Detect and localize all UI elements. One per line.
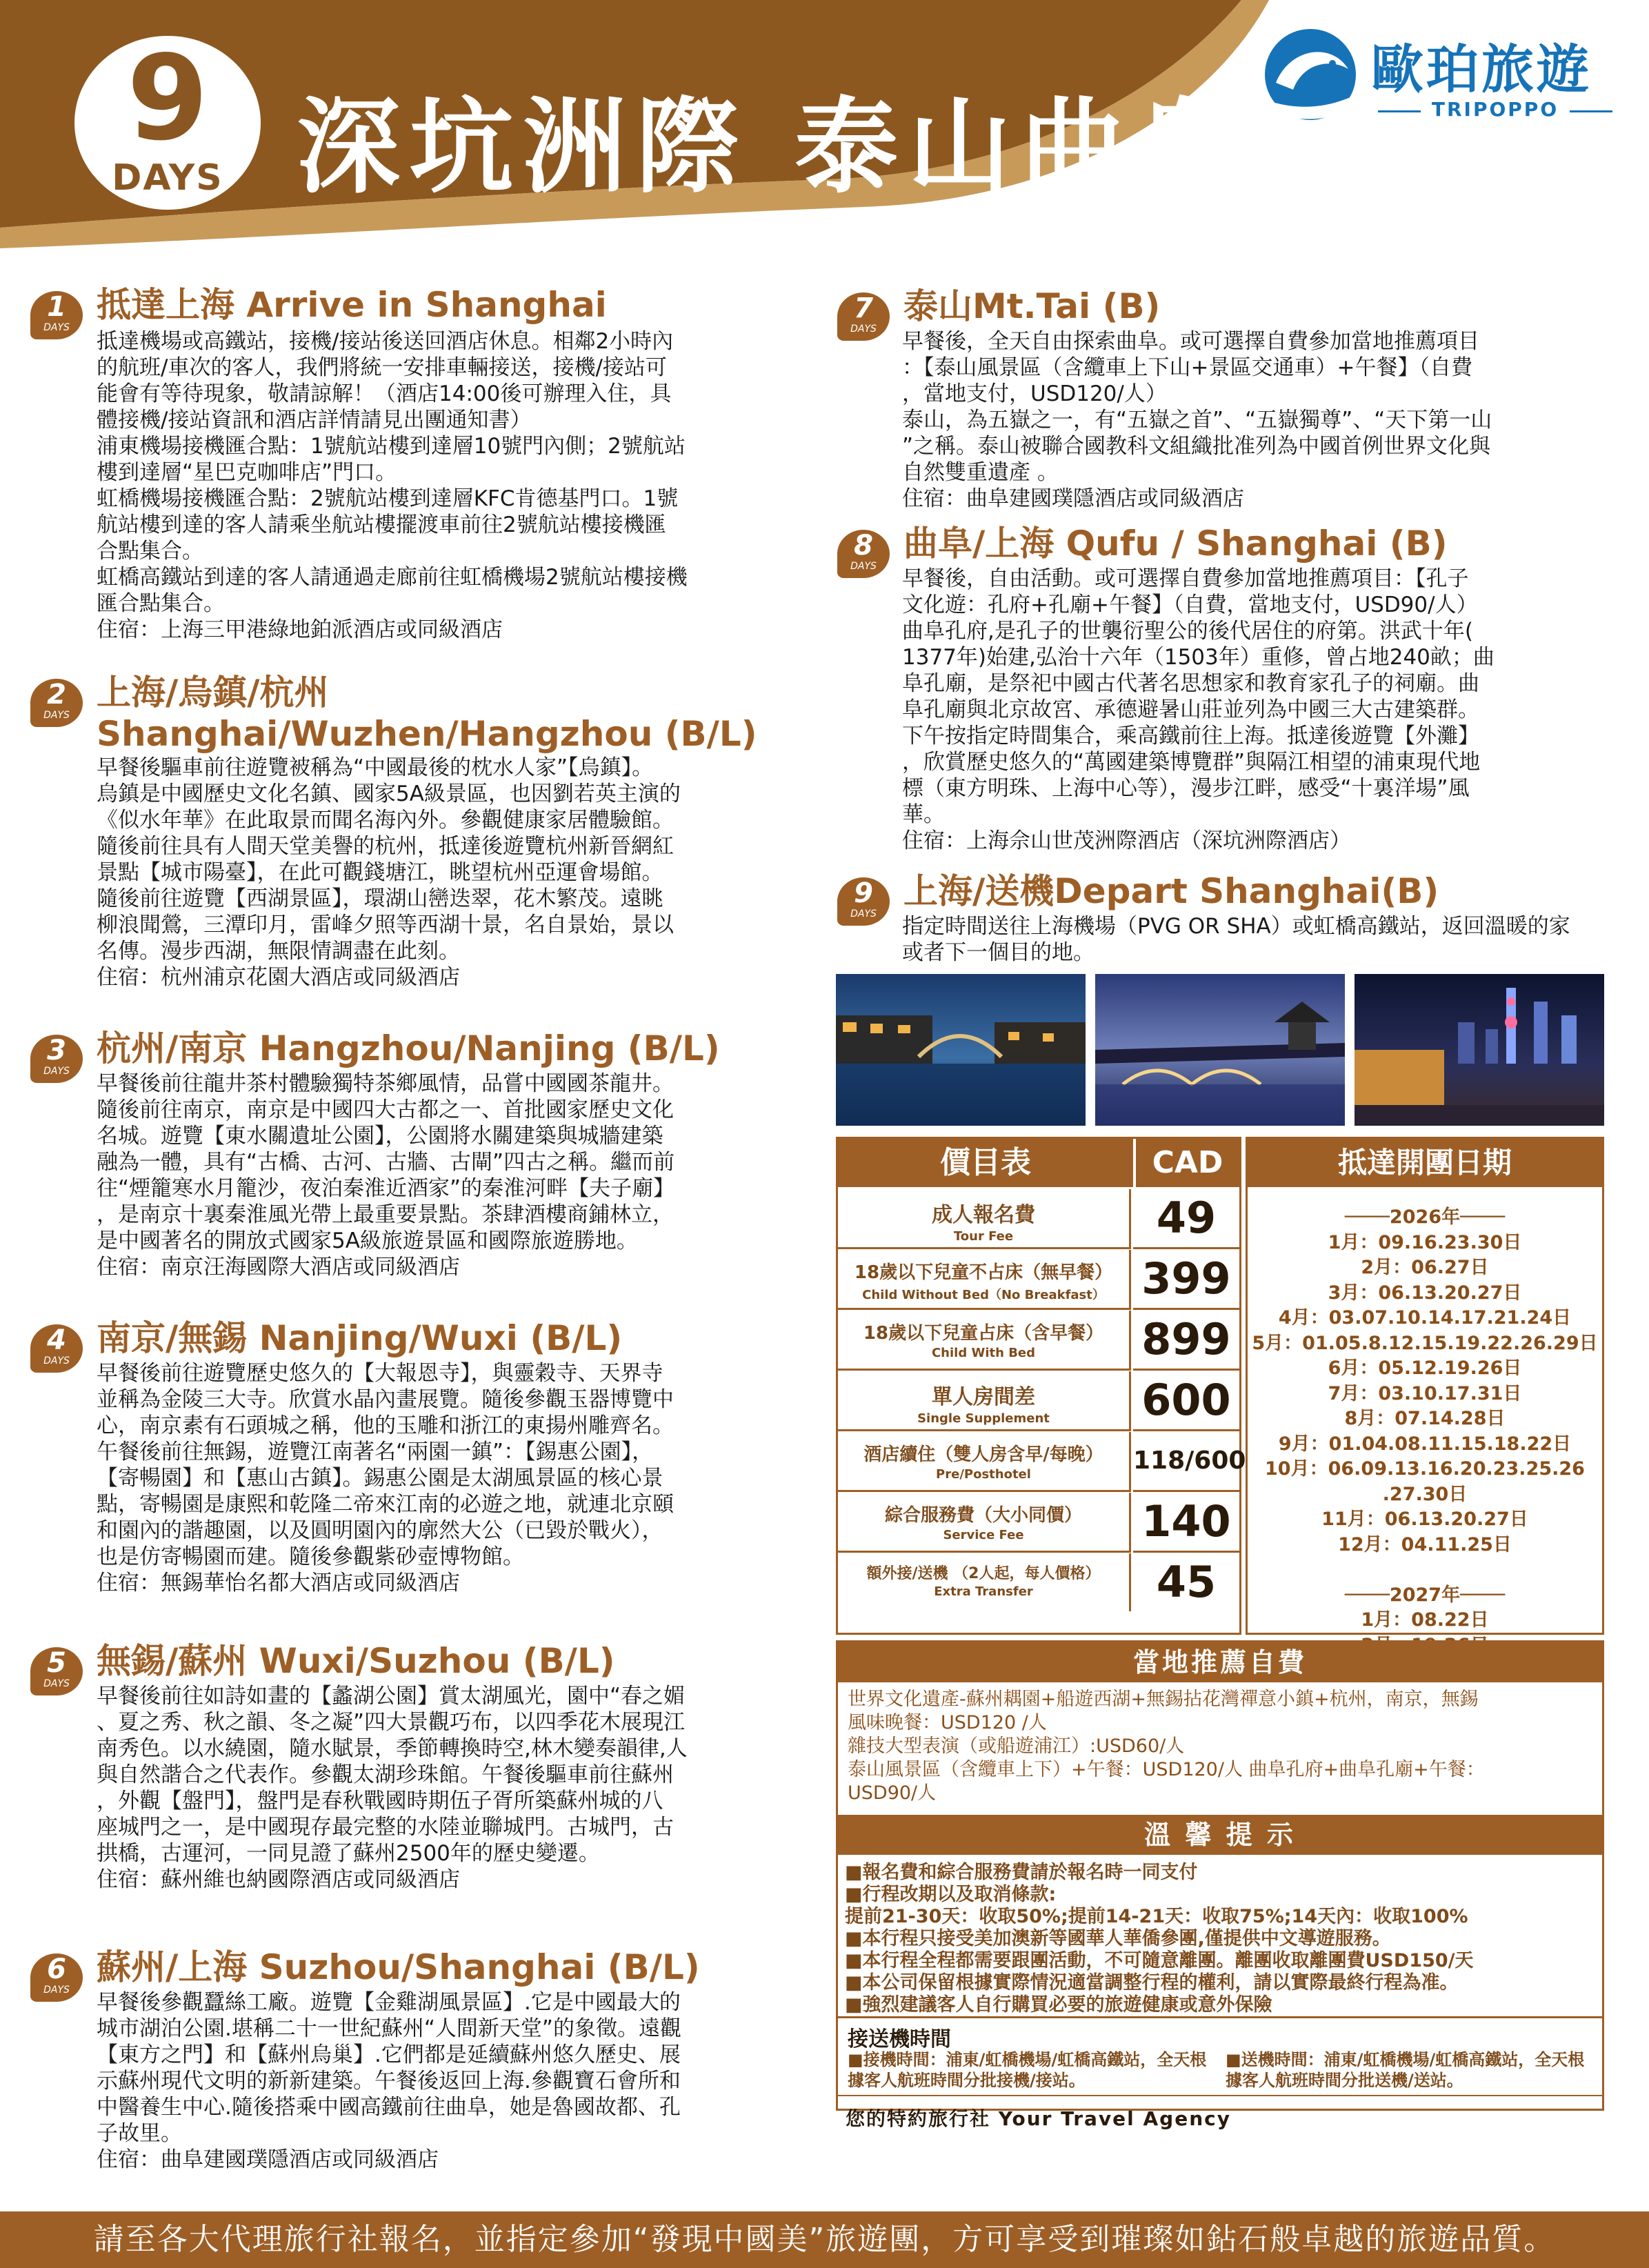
day-title: 無錫/蘇州 Wuxi/Suzhou (B/L) [97,1641,615,1681]
price-label-en: Extra Transfer [934,1584,1033,1599]
day-number-icon: 2 DAYS [30,679,83,727]
price-row [838,1311,1239,1371]
pickup-title: 接送機時間 [848,2027,951,2051]
day-description: 早餐後前往龍井茶村體驗獨特茶鄉風情，品嘗中國國茶龍井。 隨後前往南京，南京是中國四大古都之一、首批國家歷史文化 名城。遊覽【東水關遺址公園】，公園將水關建築與城牆建築 融為一體，具有“古橋、古河、古牆、古閘”四古之稱。繼而前 往“煙籠寒水月籠沙，夜泊秦淮近酒家”的秦淮河畔【夫子廟】 ，是南京十裏秦淮風光帶上最重要景點。茶肆酒樓商鋪林立， 是中國著名的開放式國家5A級旅遊景區和國際旅遊勝地。 住宿：南京汪海國際大酒店或同級酒店 [97,1071,675,1280]
brand-name: 歐珀旅遊 [1371,39,1592,100]
pickup-departure-text: ■送機時間：浦東/虹橋機場/虹橋高鐵站，全天根據客人航班時間分批送機/送站。 [1226,2050,1585,2090]
day-number-icon: 5 DAYS [30,1647,83,1695]
day-title: 南京/無錫 Nanjing/Wuxi (B/L) [97,1318,623,1358]
day-description: 早餐後，全天自由探索曲阜。或可選擇自費參加當地推薦項目 ：【泰山風景區（含纜車上下山+景區交通車）+午餐】（自費 ，當地支付，USD120/人） 泰山，為五嶽之一，有“五嶽之首”、“五嶽獨尊”、“天下第一山 ”之稱。泰山被聯合國教科文組織批准列為中國首例世界文化與 自然雙重遺產 。 住宿：曲阜建國璞隱酒店或同級酒店 [902,329,1492,511]
day-description: 早餐後驅車前往遊覽被稱為“中國最後的枕水人家”【烏鎮】。 烏鎮是中國歷史文化名鎮、國家5A級景區，也因劉若英主演的 《似水年華》在此取景而聞名海內外。參觀健康家居體驗館。 隨後前往具有人間天堂美譽的杭州，抵達後遊覽杭州新晉網紅 景點【城市陽臺】，在此可觀錢塘江，眺望杭州亞運會場館。 隨後前往遊覽【西湖景區】，環湖山巒迭翠，花木繁茂。遠眺 柳浪聞鶯，三潭印月，雷峰夕照等西湖十景，名自景始，景以 名傳。漫步西湖，無限情調盡在此刻。 住宿：杭州浦京花園大酒店或同級酒店 [97,755,681,990]
day-number-icon: 7 DAYS [837,292,890,341]
date-line: 8月：07.14.28日 [1344,1408,1506,1429]
departure-dates-list [1248,1205,1602,1658]
date-line: 9月：01.04.08.11.15.18.22日 [1278,1433,1572,1455]
note-line: ■本公司保留根據實際情況適當調整行程的權利，請以實際最終行程為准。 [845,1972,1459,1993]
local-options-header: 當地推薦自費 [838,1642,1602,1682]
day-number-icon: 6 DAYS [30,1953,83,2002]
days-badge-number: 9 [126,30,209,167]
info-box [836,1640,1604,2111]
days-badge-unit: DAYS [112,157,223,199]
day-number-icon: 4 DAYS [30,1324,83,1373]
day-title: 曲阜/上海 Qufu / Shanghai (B) [903,524,1448,564]
day-title: 抵達上海 Arrive in Shanghai [97,285,607,325]
price-value: 45 [1156,1557,1217,1607]
price-value: 399 [1133,1250,1239,1310]
note-line: ■本行程全程都需要跟團活動，不可隨意離團。離團收取離團費USD150/天 [845,1950,1474,1971]
note-line: ■本行程只接受美加澳新等國華人華僑參團,僅提供中文導遊服務。 [845,1928,1391,1949]
day-description: 指定時間送往上海機場（PVG OR SHA）或虹橋高鐵站，返回溫暖的家 或者下一個目的地。 [902,914,1570,965]
date-line: 4月：03.07.10.14.17.21.24日 [1278,1307,1572,1329]
price-label-en: Tour Fee [953,1229,1014,1244]
price-label: 18歲以下兒童不占床（無早餐） [854,1262,1113,1283]
note-line: 提前21-30天：收取50%;提前14-21天：收取75%;14天內：收取100% [845,1906,1468,1927]
date-line: 1月：09.16.23.30日 [1328,1231,1522,1253]
local-option-line: 世界文化遺產-蘇州耦園+船遊西湖+無錫拈花灣禪意小鎮+杭州，南京，無錫 [848,1689,1479,1710]
day-description: 抵達機場或高鐵站，接機/接站後送回酒店休息。相鄰2小時內 的航班/車次的客人，我們將統一安排車輛接送，接機/接站可 能會有等待現象，敬請諒解！（酒店14:00後可辦理入住，具 體接機/接站資訊和酒店詳情請見出團通知書） 浦東機場接機匯合點：1號航站樓到達層10號門內側；2號航站 樓到達層“星巴克咖啡店”門口。 虹橋機場接機匯合點：2號航站樓到達層KFC肯德基門口。1號 航站樓到達的客人請乘坐航站樓擺渡車前往2號航站樓接機匯 合點集合。 虹橋高鐵站到達的客人請通過走廊前往虹橋機場2號航站樓接機 匯合點集合。 住宿：上海三甲港綠地鉑派酒店或同級酒店 [97,329,688,642]
photo-bund-skyline [1355,974,1604,1126]
date-line: 3月：06.13.20.27日 [1328,1282,1522,1304]
date-line: 2月：06.27日 [1361,1257,1489,1278]
price-row [838,1250,1239,1311]
price-label: 18歲以下兒童占床（含早餐） [863,1323,1104,1344]
note-line: ■強烈建議客人自行購買必要的旅遊健康或意外保險 [845,1994,1272,2016]
dolphin-logo-icon [1255,21,1366,124]
day-title: 杭州/南京 Hangzhou/Nanjing (B/L) [97,1028,720,1068]
brand-sub: TRIPOPPO [1378,98,1612,121]
day-title: 上海/烏鎮/杭州 Shanghai/Wuzhen/Hangzhou (B/L) [97,673,757,754]
agency-label: 您的特約旅行社 Your Travel Agency [846,2107,1231,2130]
price-value: 140 [1133,1493,1239,1553]
footer-banner: 請至各大代理旅行社報名，並指定參加“發現中國美”旅遊團，方可享受到璀璨如鉆石般卓越的旅遊品質。 [0,2211,1649,2268]
day-number-icon: 8 DAYS [837,530,890,578]
departure-dates-header: 抵達開團日期 [1248,1139,1602,1187]
header-banner [0,0,1649,248]
photo-west-lake-bridge [1095,974,1345,1126]
date-spacer [1248,1558,1602,1583]
price-label: 額外接/送機 （2人起，每人價格） [866,1565,1101,1582]
notes-header: 溫 馨 提 示 [838,1815,1602,1855]
day-number-icon: 1 DAYS [30,291,83,339]
price-row [838,1189,1239,1250]
price-value: 600 [1133,1371,1239,1431]
local-option-line: USD90/人 [848,1782,937,1804]
date-line: 6月：05.12.19.26日 [1328,1357,1522,1379]
day-title: 上海/送機Depart Shanghai(B) [903,871,1439,911]
date-line: 5月：01.05.8.12.15.19.22.26.29日 [1252,1332,1598,1354]
day-title: 泰山Mt.Tai (B) [903,286,1161,326]
date-line: 7月：03.10.17.31日 [1328,1382,1522,1404]
notes-list [845,1862,1597,2016]
date-line: 1月：08.22日 [1361,1609,1489,1631]
price-table [836,1137,1246,1635]
date-line: 12月：04.11.25日 [1338,1533,1512,1555]
day-number-icon: 9 DAYS [837,877,890,926]
price-label: 單人房間差 [932,1385,1035,1409]
day-description: 早餐後參觀蠶絲工廠。遊覽【金雞湖風景區】.它是中國最大的 城市湖泊公園.堪稱二十一世紀蘇州“人間新天堂”的象徵。遠觀 【東方之門】和【蘇州烏巢】.它們都是延續蘇州悠久歷史、展 示蘇州現代文明的新新建築。午餐後返回上海.參觀寶石會所和 中醫養生中心.隨後搭乘中國高鐵前往曲阜，她是魯國故都、孔 子故里。 住宿：曲阜建國璞隱酒店或同級酒店 [97,1990,681,2172]
local-option-line: 雜技大型表演（或船遊浦江）:USD60/人 [848,1735,1185,1757]
divider [838,2016,1602,2018]
day-description: 早餐後前往遊覽歷史悠久的【大報恩寺】，與靈穀寺、天界寺 並稱為金陵三大寺。欣賞水晶內畫展覽。隨後參觀玉器博覽中 心，南京素有石頭城之稱，他的玉雕和浙江的東揚州雕齊名。 午餐後前往無錫，遊覽江南著名“兩園一鎮”：【錫惠公園】， 【寄暢園】和【惠山古鎮】。錫惠公園是太湖風景區的核心景 點，寄暢園是康熙和乾隆二帝來江南的必遊之地，就連北京頤 和園內的諧趣園，以及圓明園內的廓然大公（已毀於戰火）， 也是仿寄暢園而建。隨後參觀紫砂壺博物館。 住宿：無錫華怡名都大酒店或同級酒店 [97,1361,674,1595]
day-title: 蘇州/上海 Suzhou/Shanghai (B/L) [97,1947,700,1987]
day-number-icon: 3 DAYS [30,1035,83,1083]
price-row [838,1432,1246,1493]
date-line: 11月：06.13.20.27日 [1321,1509,1528,1530]
price-label-en: Service Fee [943,1528,1024,1542]
brand-logo [1255,21,1628,124]
price-label-en: Child With Bed [931,1346,1036,1360]
price-currency-header: CAD [1136,1139,1239,1187]
price-label-en: Pre/Posthotel [936,1467,1031,1482]
price-table-header: 價目表 [838,1139,1133,1187]
pickup-arrival-text: ■接機時間：浦東/虹橋機場/虹橋高鐵站，全天根據客人航班時間分批接機/接站。 [848,2050,1207,2090]
price-row [838,1493,1239,1553]
days-badge [74,30,261,210]
divider [838,2095,1602,2096]
year-label: ──── 2027年 ──── [1248,1583,1602,1609]
price-row [838,1553,1239,1614]
local-option-line: 泰山風景區（含纜車上下）+午餐：USD120/人 曲阜孔府+曲阜孔廟+午餐： [848,1759,1485,1780]
note-line: ■報名費和綜合服務費請於報名時一同支付 [845,1862,1198,1883]
note-line: ■行程改期以及取消條款: [845,1884,1057,1905]
date-line: 10月：06.09.13.16.20.23.25.26 [1265,1458,1585,1480]
day-description: 早餐後前往如詩如畫的【蠡湖公園】賞太湖風光，園中“春之媚 、夏之秀、秋之韻、冬之凝”四大景觀巧布，以四季花木展現江 南秀色。以水繞園，隨水賦景，季節轉換時空,林木變奏韻律,人 與自然諧合之代表作。參觀太湖珍珠館。午餐後驅車前往蘇州 ，外觀【盤門】，盤門是春秋戰國時期伍子胥所築蘇州城的八 座城門之一，是中國現存最完整的水陸並聯城門。古城門，古 拱橋，古運河，一同見證了蘇州2500年的歷史變遷。 住宿：蘇州維也納國際酒店或同級酒店 [97,1684,688,1892]
local-option-line: 風味晚餐：USD120 /人 [848,1712,1047,1733]
price-label-en: Child Without Bed（No Breakfast） [862,1288,1105,1302]
photo-water-town [836,974,1086,1126]
price-label: 酒店續住（雙人房含早/每晚） [863,1444,1103,1465]
price-value: 899 [1133,1311,1239,1371]
departure-dates-box [1246,1137,1604,1635]
price-label: 綜合服務費（大小同價） [884,1505,1082,1526]
price-value: 118/600 [1133,1432,1239,1492]
year-label: ──── 2026年 ──── [1248,1205,1602,1231]
price-label-en: Single Supplement [917,1411,1050,1426]
date-line: .27.30日 [1382,1483,1468,1505]
day-description: 早餐後，自由活動。或可選擇自費參加當地推薦項目：【孔子 文化遊：孔府+孔廟+午餐】（自費，當地支付，USD90/人） 曲阜孔府,是孔子的世襲衍聖公的後代居住的府第。洪武十年( 1377年)始建,弘治十六年（1503年）重修，曾占地240畝；曲 阜孔廟，是祭祀中國古代著名思想家和教育家孔子的祠廟。曲 阜孔廟與北京故宮、承德避暑山莊並列為中國三大古建築群。 下午按指定時間集合，乘高鐵前往上海。抵達後遊覽【外灘】 ，欣賞歷史悠久的“萬國建築博覽群”與隔江相望的浦東現代地 標（東方明珠、上海中心等），漫步江畔，感受“十裏洋場”風 華。 住宿：上海佘山世茂洲際酒店（深坑洲際酒店） [902,566,1495,853]
price-row [838,1371,1239,1432]
local-options-list [848,1688,1592,1805]
price-value: 49 [1133,1189,1239,1249]
price-label: 成人報名費 [932,1203,1035,1227]
page-title: 深坑洲際 泰山曲阜 [297,86,1248,208]
